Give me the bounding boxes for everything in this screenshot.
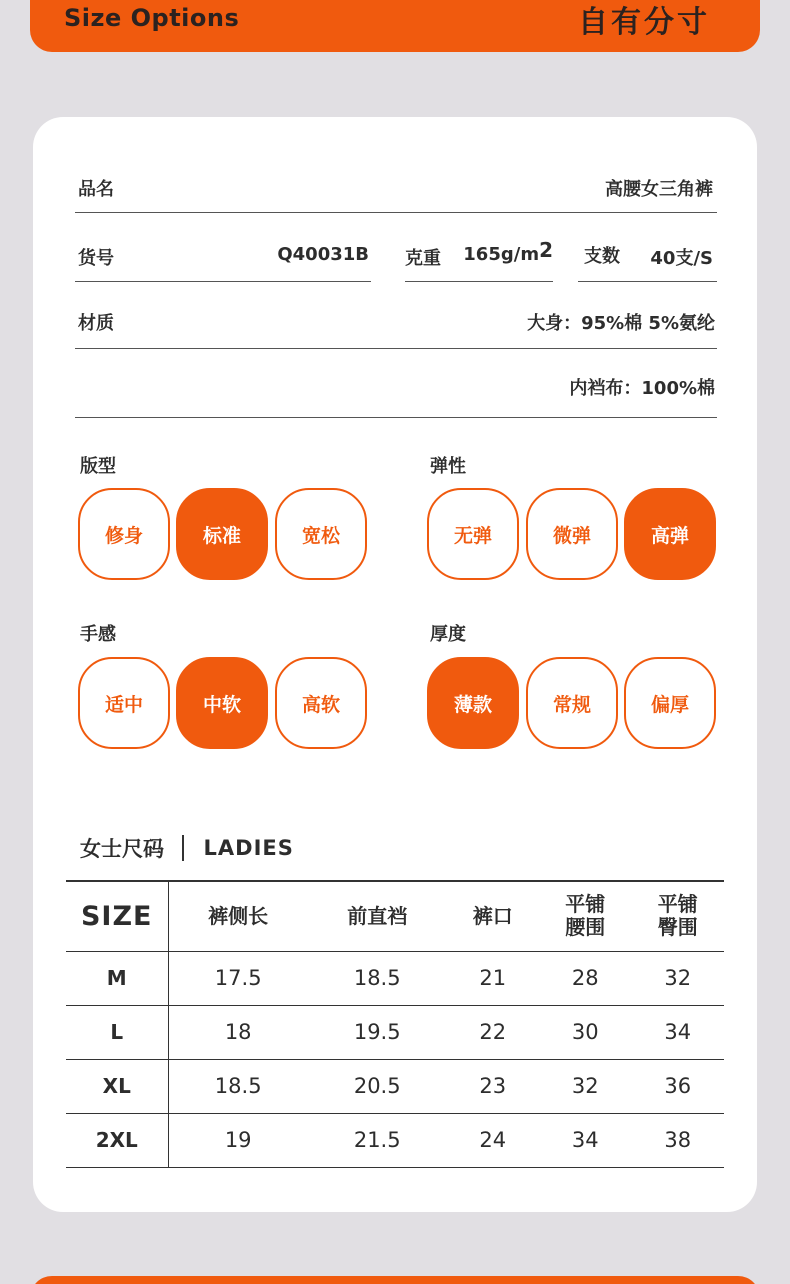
next-section-banner [30, 1276, 760, 1284]
table-cell: 18 [168, 1005, 308, 1059]
spec-row-name [75, 163, 717, 213]
weight-label: 克重 [405, 248, 441, 269]
fit-option-standard[interactable]: 标准 [176, 488, 268, 580]
elasticity-option-high[interactable]: 高弹 [624, 488, 716, 580]
table-cell: 19.5 [308, 1005, 447, 1059]
fit-option-loose[interactable]: 宽松 [275, 488, 367, 580]
table-cell: 18.5 [168, 1059, 308, 1113]
size-cell: XL [66, 1059, 168, 1113]
attr-title-feel: 手感 [80, 624, 116, 645]
table-cell: 34 [539, 1113, 631, 1167]
table-cell: 34 [632, 1005, 725, 1059]
title-divider [182, 835, 184, 861]
size-cell: M [66, 951, 168, 1005]
size-section-title [80, 833, 294, 863]
thickness-option-thin[interactable]: 薄款 [427, 657, 519, 749]
header-title-en: Size Options [64, 4, 240, 32]
count-value: 40支/S [650, 248, 713, 269]
spec-row-count [578, 232, 717, 282]
weight-value [463, 238, 553, 265]
table-cell: 18.5 [308, 951, 447, 1005]
header-banner [30, 0, 760, 52]
table-row [66, 951, 724, 1005]
header-side-length: 裤侧长 [168, 881, 308, 951]
material-label: 材质 [78, 313, 114, 334]
name-value: 高腰女三角裤 [605, 179, 713, 200]
table-cell: 23 [447, 1059, 539, 1113]
weight-number: 165g/m [463, 244, 540, 265]
header-leg-opening: 裤口 [447, 881, 539, 951]
spec-row-crotch [75, 367, 717, 418]
feel-option-medium-soft[interactable]: 中软 [176, 657, 268, 749]
material-body-value: 大身：95%棉 5%氨纶 [527, 313, 715, 334]
header-front-rise: 前直裆 [308, 881, 447, 951]
table-cell: 22 [447, 1005, 539, 1059]
spec-row-material [75, 299, 717, 349]
spec-row-code [75, 232, 371, 282]
fit-option-slim[interactable]: 修身 [78, 488, 170, 580]
size-title-zh: 女士尺码 [80, 837, 164, 861]
size-title-en: LADIES [203, 836, 294, 860]
attr-title-fit: 版型 [80, 456, 116, 477]
thickness-option-thick[interactable]: 偏厚 [624, 657, 716, 749]
elasticity-option-slight[interactable]: 微弹 [526, 488, 618, 580]
attr-title-thickness: 厚度 [430, 624, 466, 645]
header-flat-waist: 平铺 腰围 [539, 881, 631, 951]
material-crotch-value: 内裆布：100%棉 [569, 378, 715, 399]
weight-superscript: 2 [539, 238, 553, 262]
table-cell: 38 [632, 1113, 725, 1167]
table-cell: 17.5 [168, 951, 308, 1005]
table-cell: 21 [447, 951, 539, 1005]
size-cell: L [66, 1005, 168, 1059]
name-label: 品名 [78, 179, 114, 200]
header-flat-hip: 平铺 臀围 [632, 881, 725, 951]
table-cell: 28 [539, 951, 631, 1005]
elasticity-option-none[interactable]: 无弹 [427, 488, 519, 580]
header-size: SIZE [66, 881, 168, 951]
table-row [66, 1005, 724, 1059]
code-label: 货号 [78, 248, 114, 269]
size-table [66, 880, 724, 1168]
table-cell: 32 [632, 951, 725, 1005]
table-cell: 20.5 [308, 1059, 447, 1113]
table-cell: 19 [168, 1113, 308, 1167]
size-cell: 2XL [66, 1113, 168, 1167]
table-row [66, 1059, 724, 1113]
feel-option-high-soft[interactable]: 高软 [275, 657, 367, 749]
table-row [66, 1113, 724, 1167]
table-cell: 36 [632, 1059, 725, 1113]
size-table-header [66, 881, 724, 951]
table-cell: 32 [539, 1059, 631, 1113]
header-title-zh: 自有分寸 [578, 5, 710, 40]
code-value: Q40031B [277, 244, 369, 265]
count-label: 支数 [584, 246, 620, 267]
table-cell: 21.5 [308, 1113, 447, 1167]
spec-row-weight [405, 232, 553, 282]
attr-title-elasticity: 弹性 [430, 456, 466, 477]
table-cell: 30 [539, 1005, 631, 1059]
product-info-card [33, 117, 757, 1212]
thickness-option-regular[interactable]: 常规 [526, 657, 618, 749]
table-cell: 24 [447, 1113, 539, 1167]
feel-option-moderate[interactable]: 适中 [78, 657, 170, 749]
